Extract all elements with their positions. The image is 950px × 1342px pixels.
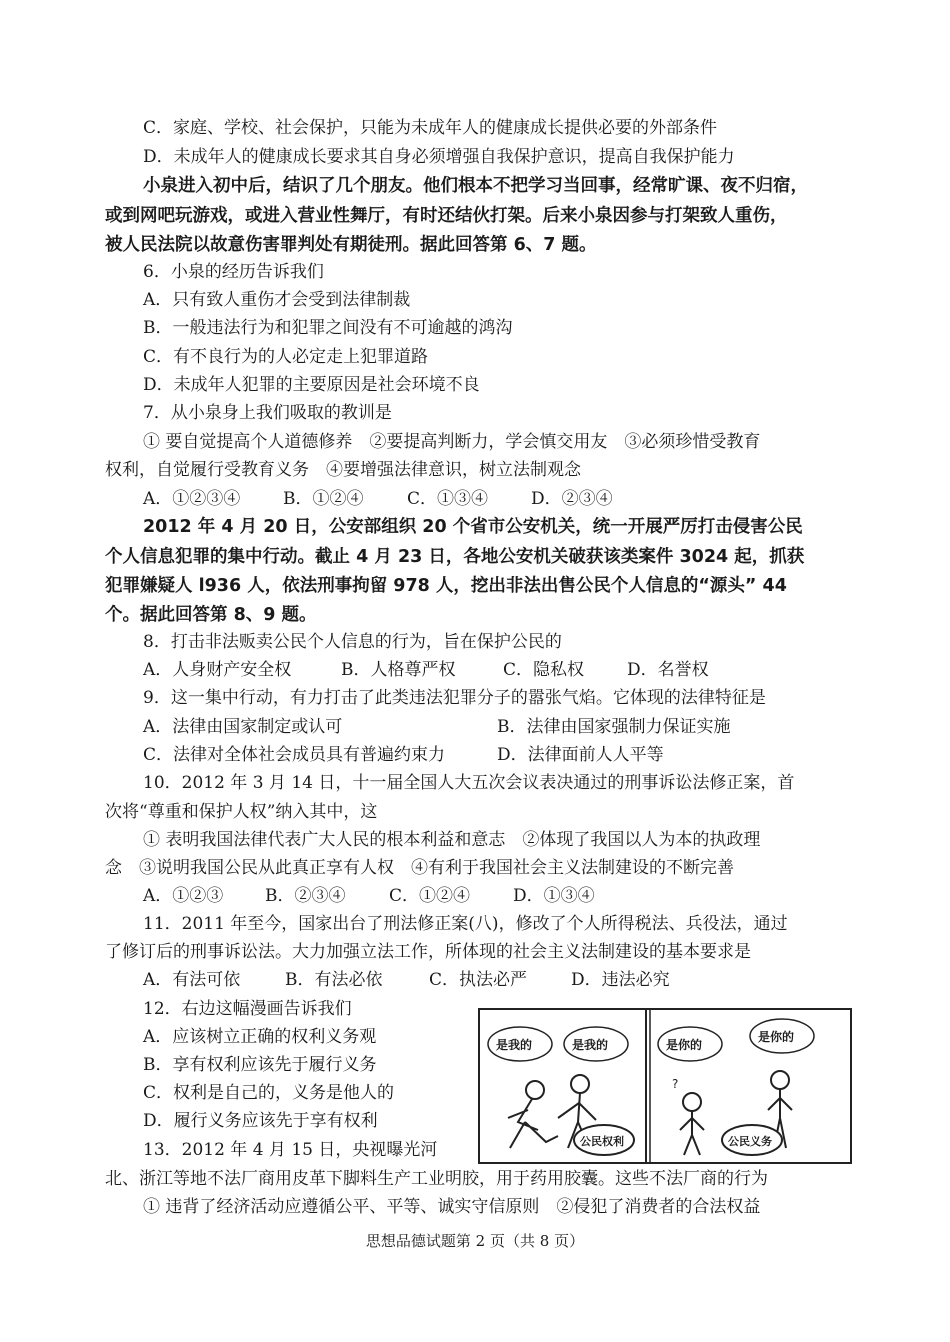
question-11-line-1: 11．2011 年至今，国家出台了刑法修正案(八)，修改了个人所得税法、兵役法，通过 — [143, 914, 788, 934]
q6-option-b: B．一般违法行为和犯罪之间没有不可逾越的鸿沟 — [143, 318, 513, 338]
q11-option-d: D．违法必究 — [571, 970, 670, 990]
q11-option-c: C．执法必严 — [429, 970, 528, 990]
question-9: 9．这一集中行动，有力打击了此类违法犯罪分子的嚣张气焰。它体现的法律特征是 — [143, 688, 766, 708]
question-10-line-2: 次将“尊重和保护人权”纳入其中，这 — [105, 802, 378, 822]
q10-option-b: B．②③④ — [265, 886, 346, 906]
q12-option-c: C．权利是自己的，义务是他人的 — [143, 1083, 395, 1103]
q6-option-a: A．只有致人重伤才会受到法律制裁 — [143, 290, 411, 310]
q13-statements-line-1: ① 违背了经济活动应遵循公平、平等、诚实守信原则 ②侵犯了消费者的合法权益 — [143, 1197, 761, 1217]
q12-option-a: A．应该树立正确的权利义务观 — [143, 1027, 377, 1047]
q8-option-d: D．名誉权 — [627, 660, 709, 680]
material-2-line-4: 个。据此回答第 8、9 题。 — [105, 605, 317, 625]
q7-option-c: C．①③④ — [407, 489, 489, 509]
question-13-line-1: 13．2012 年 4 月 15 日，央视曝光河 — [143, 1140, 438, 1160]
comic-bubble-text: 是我的 — [496, 1038, 533, 1052]
q10-statements-line-1: ① 表明我国法律代表广大人民的根本利益和意志 ②体现了我国以人为本的执政理 — [143, 830, 761, 850]
material-2-line-1: 2012 年 4 月 20 日，公安部组织 20 个省市公安机关，统一开展严厉打击侵害公民 — [143, 517, 803, 537]
page-footer: 思想品德试题第 2 页（共 8 页） — [365, 1232, 585, 1250]
q7-options — [143, 489, 613, 509]
svg-text:?: ? — [672, 1077, 679, 1091]
comic-bubble-text: 是你的 — [666, 1038, 703, 1052]
q8-option-b: B．人格尊严权 — [341, 660, 456, 680]
comic-label-duties: 公民义务 — [728, 1135, 772, 1148]
q11-options — [143, 970, 670, 990]
material-1-line-1: 小泉进入初中后，结识了几个朋友。他们根本不把学习当回事，经常旷课、夜不归宿， — [143, 176, 808, 196]
question-6: 6．小泉的经历告诉我们 — [143, 262, 324, 282]
material-2-line-3: 犯罪嫌疑人 l936 人，依法刑事拘留 978 人，挖出非法出售公民个人信息的“源头” 44 — [105, 576, 787, 596]
comic-bubble-text: 是你的 — [758, 1030, 795, 1044]
q8-options — [143, 660, 709, 680]
q10-statements-line-2: 念 ③说明我国公民从此真正享有人权 ④有利于我国社会主义法制建设的不断完善 — [105, 858, 734, 878]
q7-statements-line-1: ① 要自觉提高个人道德修养 ②要提高判断力，学会慎交用友 ③必须珍惜受教育 — [143, 432, 761, 452]
q9-option-d: D．法律面前人人平等 — [497, 745, 664, 765]
material-1-line-2: 或到网吧玩游戏，或进入营业性舞厅，有时还结伙打架。后来小泉因参与打架致人重伤， — [105, 206, 788, 226]
q12-option-d: D．履行义务应该先于享有权利 — [143, 1111, 378, 1131]
question-12: 12．右边这幅漫画告诉我们 — [143, 999, 352, 1019]
question-8: 8．打击非法贩卖公民个人信息的行为，旨在保护公民的 — [143, 632, 562, 652]
q10-option-c: C．①②④ — [389, 886, 471, 906]
material-1-line-3: 被人民法院以故意伤害罪判处有期徒刑。据此回答第 6、7 题。 — [105, 235, 597, 255]
comic-bubble-text: 是我的 — [572, 1038, 609, 1052]
q11-option-a: A．有法可依 — [143, 970, 241, 990]
figure-shrugging — [672, 1077, 704, 1155]
q8-option-c: C．隐私权 — [503, 660, 585, 680]
q6-option-d: D．未成年人犯罪的主要原因是社会环境不良 — [143, 375, 480, 395]
q9-option-b: B．法律由国家强制力保证实施 — [497, 717, 731, 737]
q10-option-a: A．①②③ — [143, 886, 224, 906]
q10-options — [143, 886, 595, 906]
q8-option-a: A．人身财产安全权 — [143, 660, 292, 680]
question-7: 7．从小泉身上我们吸取的教训是 — [143, 403, 392, 423]
q12-option-b: B．享有权利应该先于履行义务 — [143, 1055, 377, 1075]
comic-illustration — [478, 1008, 852, 1164]
question-10-line-1: 10．2012 年 3 月 14 日，十一届全国人大五次会议表决通过的刑事诉讼法修正案，首 — [143, 773, 795, 793]
q11-option-b: B．有法必依 — [285, 970, 383, 990]
q7-option-d: D．②③④ — [531, 489, 613, 509]
question-11-line-2: 了修订后的刑事诉讼法。大力加强立法工作，所体现的社会主义法制建设的基本要求是 — [105, 942, 751, 962]
comic-label-rights: 公民权利 — [580, 1135, 624, 1148]
question-13-line-2: 北、浙江等地不法厂商用皮革下脚料生产工业明胶，用于药用胶囊。这些不法厂商的行为 — [105, 1169, 768, 1189]
q7-option-b: B．①②④ — [283, 489, 364, 509]
option-c-prev: C．家庭、学校、社会保护，只能为未成年人的健康成长提供必要的外部条件 — [143, 118, 718, 138]
q6-option-c: C．有不良行为的人必定走上犯罪道路 — [143, 347, 429, 367]
material-2-line-2: 个人信息犯罪的集中行动。截止 4 月 23 日，各地公安机关破获该类案件 3024 起，抓获 — [105, 547, 805, 567]
option-d-prev: D．未成年人的健康成长要求其自身必须增强自我保护意识，提高自我保护能力 — [143, 147, 735, 167]
figure-running — [508, 1081, 558, 1148]
q10-option-d: D．①③④ — [513, 886, 595, 906]
q9-option-a: A．法律由国家制定或认可 — [143, 717, 343, 737]
q9-option-c: C．法律对全体社会成员具有普遍约束力 — [143, 745, 446, 765]
q7-option-a: A．①②③④ — [143, 489, 241, 509]
q7-statements-line-2: 权利，自觉履行受教育义务 ④要增强法律意识，树立法制观念 — [105, 460, 581, 480]
